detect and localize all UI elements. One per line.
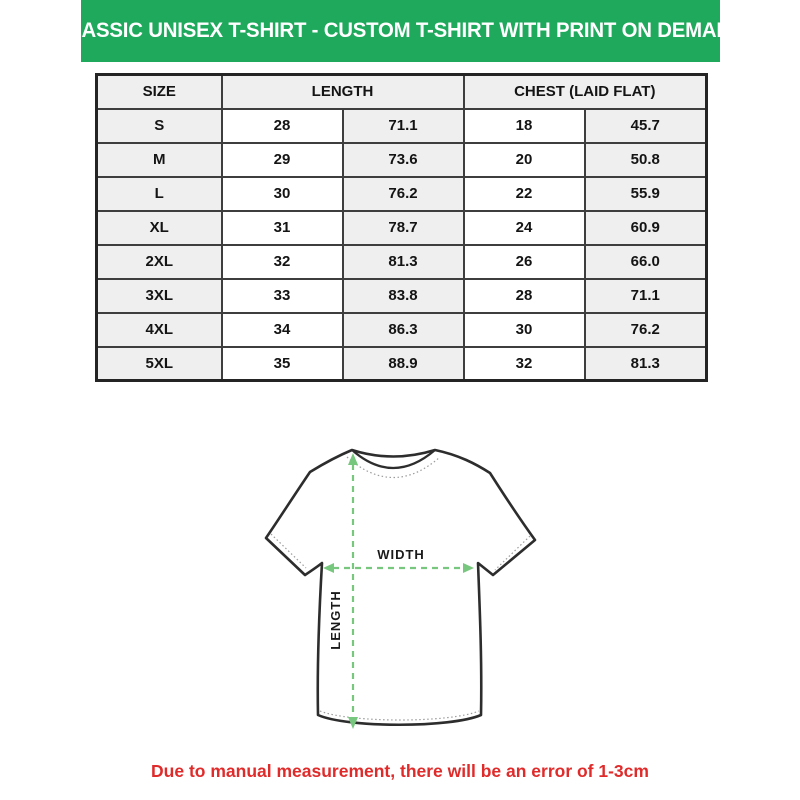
cell-chest-cm: 60.9 bbox=[585, 211, 707, 245]
table-row bbox=[97, 143, 707, 177]
cell-length-in: 33 bbox=[222, 279, 343, 313]
cell-length-cm: 73.6 bbox=[343, 143, 464, 177]
cell-chest-in: 20 bbox=[464, 143, 585, 177]
cell-size: L bbox=[97, 177, 222, 211]
cell-length-cm: 88.9 bbox=[343, 347, 464, 381]
table-row bbox=[97, 279, 707, 313]
cell-chest-in: 26 bbox=[464, 245, 585, 279]
cell-length-in: 32 bbox=[222, 245, 343, 279]
cell-size: 4XL bbox=[97, 313, 222, 347]
cell-chest-cm: 50.8 bbox=[585, 143, 707, 177]
cell-length-in: 35 bbox=[222, 347, 343, 381]
table-row bbox=[97, 211, 707, 245]
cell-size: S bbox=[97, 109, 222, 143]
cell-chest-in: 24 bbox=[464, 211, 585, 245]
cell-chest-cm: 71.1 bbox=[585, 279, 707, 313]
table-row bbox=[97, 347, 707, 381]
table-row bbox=[97, 245, 707, 279]
title-banner bbox=[55, 0, 746, 62]
table-row bbox=[97, 109, 707, 143]
tshirt-diagram-svg bbox=[245, 432, 557, 740]
table-row bbox=[97, 313, 707, 347]
cell-length-in: 34 bbox=[222, 313, 343, 347]
cell-length-in: 30 bbox=[222, 177, 343, 211]
cell-size: M bbox=[97, 143, 222, 177]
cell-chest-cm: 76.2 bbox=[585, 313, 707, 347]
cell-chest-cm: 55.9 bbox=[585, 177, 707, 211]
cell-chest-in: 28 bbox=[464, 279, 585, 313]
cell-chest-in: 30 bbox=[464, 313, 585, 347]
cell-length-in: 29 bbox=[222, 143, 343, 177]
cell-chest-in: 22 bbox=[464, 177, 585, 211]
cell-length-in: 31 bbox=[222, 211, 343, 245]
cell-length-cm: 71.1 bbox=[343, 109, 464, 143]
table-row bbox=[97, 177, 707, 211]
table-header-row bbox=[97, 75, 707, 109]
cell-chest-cm: 81.3 bbox=[585, 347, 707, 381]
cell-size: 3XL bbox=[97, 279, 222, 313]
cell-length-cm: 76.2 bbox=[343, 177, 464, 211]
cell-chest-in: 18 bbox=[464, 109, 585, 143]
cell-length-cm: 78.7 bbox=[343, 211, 464, 245]
header-chest: CHEST (LAID FLAT) bbox=[464, 75, 707, 109]
measurement-error-note: Due to manual measurement, there will be an error of 1-3cm bbox=[151, 761, 649, 781]
tshirt-outline-icon bbox=[266, 450, 535, 725]
cell-length-cm: 86.3 bbox=[343, 313, 464, 347]
header-length: LENGTH bbox=[222, 75, 464, 109]
size-table bbox=[95, 73, 708, 382]
length-label: LENGTH bbox=[328, 590, 343, 650]
cell-chest-cm: 66.0 bbox=[585, 245, 707, 279]
cell-size: 5XL bbox=[97, 347, 222, 381]
cell-chest-cm: 45.7 bbox=[585, 109, 707, 143]
cell-chest-in: 32 bbox=[464, 347, 585, 381]
cell-size: 2XL bbox=[97, 245, 222, 279]
header-size: SIZE bbox=[97, 75, 222, 109]
cell-length-cm: 83.8 bbox=[343, 279, 464, 313]
width-label: WIDTH bbox=[377, 547, 425, 562]
cell-length-cm: 81.3 bbox=[343, 245, 464, 279]
cell-length-in: 28 bbox=[222, 109, 343, 143]
tshirt-measurement-diagram bbox=[245, 432, 557, 740]
cell-size: XL bbox=[97, 211, 222, 245]
page-title: CLASSIC UNISEX T-SHIRT - CUSTOM T-SHIRT WITH PRINT ON DEMAND bbox=[55, 19, 746, 42]
